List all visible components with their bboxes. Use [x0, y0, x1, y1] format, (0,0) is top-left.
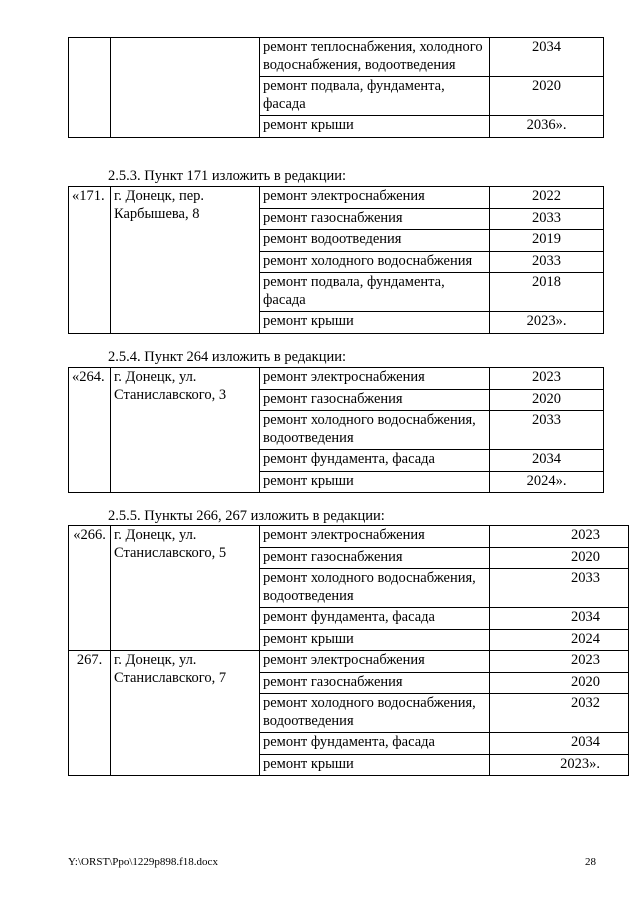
footer-page-number: 28 — [585, 856, 596, 868]
table-264 — [68, 367, 604, 493]
year-cell: 2034 — [490, 38, 604, 77]
section-heading-264: 2.5.4. Пункт 264 изложить в редакции: — [108, 349, 347, 365]
item-number: «266. — [69, 526, 111, 651]
year-cell: 2023». — [490, 312, 604, 334]
year-cell: 2019 — [490, 230, 604, 252]
year-cell: 2023». — [490, 754, 629, 776]
year-cell: 2020 — [490, 389, 604, 411]
address-cell: г. Донецк, ул. Станиславского, 3 — [111, 368, 260, 493]
table-row — [69, 38, 604, 77]
item-number: 267. — [69, 651, 111, 776]
work-cell: ремонт холодного водоснабжения — [260, 251, 490, 273]
work-cell: ремонт электроснабжения — [260, 368, 490, 390]
section-heading-171: 2.5.3. Пункт 171 изложить в редакции: — [108, 168, 347, 184]
address-cell: г. Донецк, пер. Карбышева, 8 — [111, 187, 260, 334]
year-cell: 2036». — [490, 116, 604, 138]
work-cell: ремонт теплоснабжения, холодного водоснабжения, водоотведения — [260, 38, 490, 77]
year-cell: 2034 — [490, 733, 629, 755]
work-cell: ремонт подвала, фундамента, фасада — [260, 77, 490, 116]
table-row — [69, 651, 629, 673]
year-cell: 2018 — [490, 273, 604, 312]
work-cell: ремонт газоснабжения — [260, 389, 490, 411]
work-cell: ремонт холодного водоснабжения, водоотведения — [260, 694, 490, 733]
table-266-267 — [68, 525, 629, 776]
table-row — [69, 368, 604, 390]
table-row — [69, 187, 604, 209]
work-cell: ремонт крыши — [260, 312, 490, 334]
work-cell: ремонт фундамента, фасада — [260, 608, 490, 630]
year-cell: 2034 — [490, 450, 604, 472]
footer-file-path: Y:\ORST\Ppo\1229p898.f18.docx — [68, 856, 218, 868]
year-cell: 2020 — [490, 672, 629, 694]
work-cell: ремонт электроснабжения — [260, 187, 490, 209]
year-cell: 2023 — [490, 526, 629, 548]
table-171 — [68, 186, 604, 334]
section-heading-266-267: 2.5.5. Пункты 266, 267 изложить в редакции: — [108, 508, 385, 524]
work-cell: ремонт подвала, фундамента, фасада — [260, 273, 490, 312]
year-cell: 2023 — [490, 368, 604, 390]
top-continuation-table — [68, 37, 604, 138]
year-cell: 2033 — [490, 208, 604, 230]
work-cell: ремонт крыши — [260, 116, 490, 138]
address-cell: г. Донецк, ул. Станиславского, 5 — [111, 526, 260, 651]
work-cell: ремонт крыши — [260, 754, 490, 776]
number-cell — [69, 38, 111, 138]
work-cell: ремонт холодного водоснабжения, водоотведения — [260, 411, 490, 450]
year-cell: 2023 — [490, 651, 629, 673]
year-cell: 2024». — [490, 471, 604, 493]
work-cell: ремонт газоснабжения — [260, 208, 490, 230]
year-cell: 2032 — [490, 694, 629, 733]
year-cell: 2022 — [490, 187, 604, 209]
year-cell: 2020 — [490, 77, 604, 116]
item-number: «171. — [69, 187, 111, 334]
item-number: «264. — [69, 368, 111, 493]
year-cell: 2033 — [490, 411, 604, 450]
year-cell: 2034 — [490, 608, 629, 630]
year-cell: 2024 — [490, 629, 629, 651]
work-cell: ремонт электроснабжения — [260, 651, 490, 673]
work-cell: ремонт крыши — [260, 471, 490, 493]
year-cell: 2020 — [490, 547, 629, 569]
address-cell: г. Донецк, ул. Станиславского, 7 — [111, 651, 260, 776]
work-cell: ремонт фундамента, фасада — [260, 450, 490, 472]
work-cell: ремонт водоотведения — [260, 230, 490, 252]
work-cell: ремонт электроснабжения — [260, 526, 490, 548]
work-cell: ремонт фундамента, фасада — [260, 733, 490, 755]
year-cell: 2033 — [490, 569, 629, 608]
table-row — [69, 526, 629, 548]
work-cell: ремонт крыши — [260, 629, 490, 651]
address-cell — [111, 38, 260, 138]
work-cell: ремонт газоснабжения — [260, 547, 490, 569]
year-cell: 2033 — [490, 251, 604, 273]
work-cell: ремонт газоснабжения — [260, 672, 490, 694]
work-cell: ремонт холодного водоснабжения, водоотведения — [260, 569, 490, 608]
